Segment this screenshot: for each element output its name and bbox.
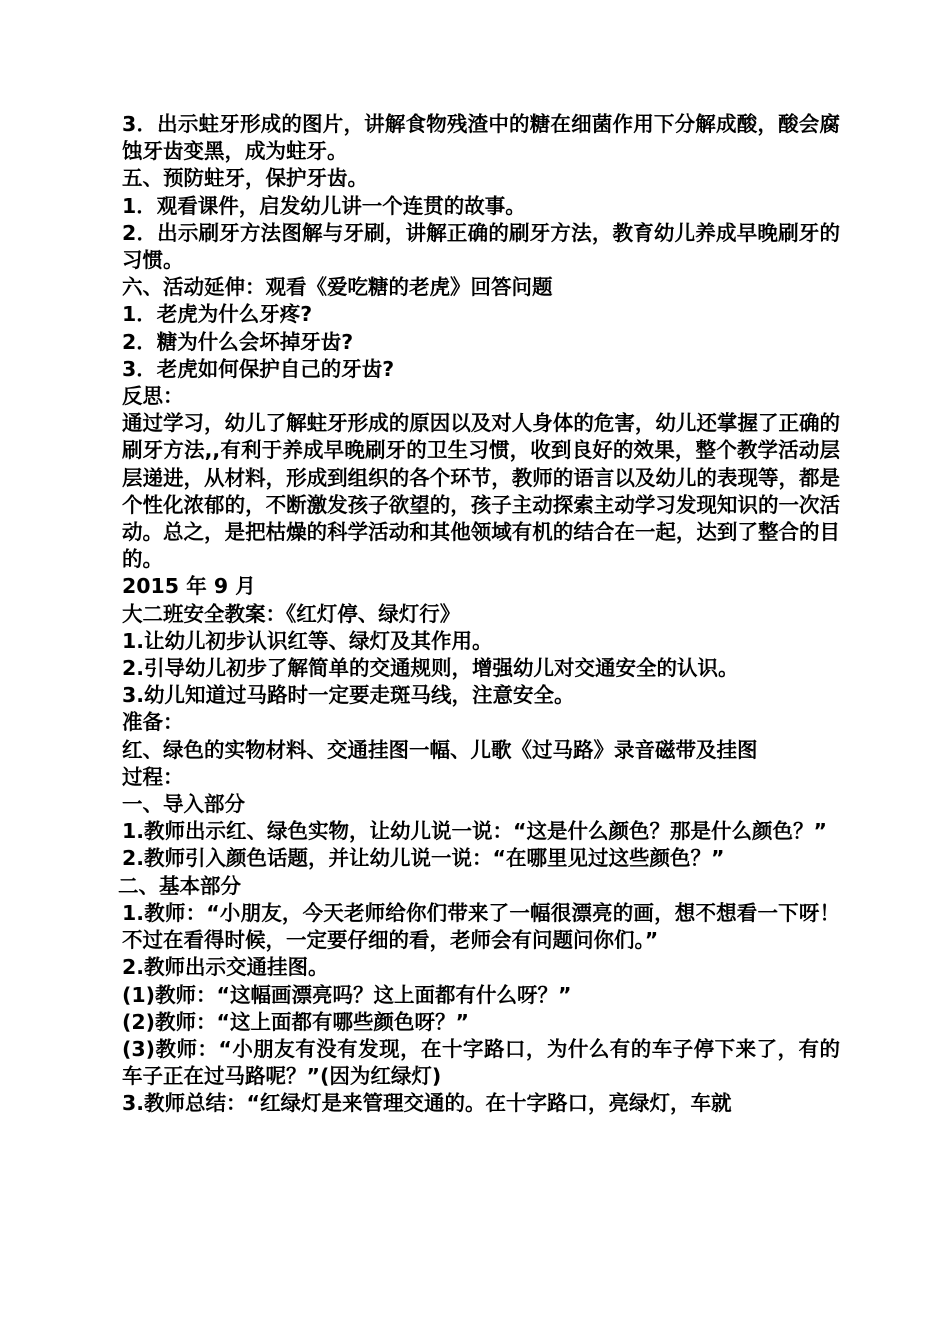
document-paragraph: 3．出示蛀牙形成的图片，讲解食物残渣中的糖在细菌作用下分解成酸，酸会腐蚀牙齿变黑，成为蛀牙。 bbox=[122, 112, 840, 164]
document-paragraph: 红、绿色的实物材料、交通挂图一幅、儿歌《过马路》录音磁带及挂图 bbox=[122, 737, 758, 762]
document-paragraph: 1.教师出示红、绿色实物，让幼儿说一说：“这是什么颜色？那是什么颜色？” bbox=[122, 819, 827, 844]
document-paragraph: 2.教师引入颜色话题，并让幼儿说一说：“在哪里见过这些颜色？” bbox=[122, 846, 725, 871]
document-paragraph: 一、导入部分 bbox=[122, 792, 245, 817]
document-paragraph: 准备： bbox=[122, 710, 184, 735]
document-paragraph: 1．老虎为什么牙疼? bbox=[122, 302, 313, 327]
document-paragraph: 二、基本部分 bbox=[118, 873, 241, 898]
document-paragraph: (3)教师：“小朋友有没有发现，在十字路口，为什么有的车子停下来了，有的车子正在过马路呢？”(因为红绿灯) bbox=[122, 1036, 840, 1089]
document-paragraph: 1.教师：“小朋友，今天老师给你们带来了一幅很漂亮的画，想不想看一下呀！不过在看得时候，一定要仔细的看，老师会有问题问你们。” bbox=[122, 900, 840, 953]
document-paragraph: 2．出示刷牙方法图解与牙刷，讲解正确的刷牙方法，教育幼儿养成早晚刷牙的习惯。 bbox=[122, 220, 840, 273]
document-paragraph: 3.幼儿知道过马路时一定要走斑马线，注意安全。 bbox=[122, 683, 575, 708]
document-paragraph: 3．老虎如何保护自己的牙齿? bbox=[122, 356, 395, 381]
document-paragraph: 六、活动延伸：观看《爱吃糖的老虎》回答问题 bbox=[122, 275, 553, 300]
document-paragraph: 五、预防蛀牙，保护牙齿。 bbox=[122, 166, 368, 191]
document-paragraph: 过程： bbox=[122, 764, 184, 789]
document-paragraph: 3.教师总结：“红绿灯是来管理交通的。在十字路口，亮绿灯，车就 bbox=[122, 1091, 732, 1116]
document-paragraph: (1)教师：“这幅画漂亮吗？这上面都有什么呀？” bbox=[122, 982, 572, 1007]
document-paragraph: 大二班安全教案：《红灯停、绿灯行》 bbox=[122, 601, 461, 626]
document-paragraph: 2．糖为什么会坏掉牙齿? bbox=[122, 329, 354, 354]
document-paragraph: 通过学习，幼儿了解蛀牙形成的原因以及对人身体的危害，幼儿还掌握了正确的刷牙方法,,有利于养成早晚刷牙的卫生习惯，收到良好的效果，整个教学活动层层递进，从材料，形成到组织的各个环节，教师的语言以及幼儿的表现等，都是个性化浓郁的，不断激发孩子欲望的，孩子主动探索主动学习发现知识的一次活动。总之，是把枯燥的科学活动和其他领域有机的结合在一起，达到了整合的目的。 bbox=[122, 411, 840, 572]
document-paragraph: 2015 年 9 月 bbox=[122, 574, 256, 599]
document-body bbox=[118, 111, 840, 1118]
document-paragraph: 反思： bbox=[122, 384, 184, 409]
document-paragraph: 2.引导幼儿初步了解简单的交通规则，增强幼儿对交通安全的认识。 bbox=[122, 656, 739, 681]
document-paragraph: 1．观看课件，启发幼儿讲一个连贯的故事。 bbox=[122, 193, 526, 218]
document-paragraph: (2)教师：“这上面都有哪些颜色呀？” bbox=[122, 1009, 469, 1034]
document-paragraph: 1.让幼儿初步认识红等、绿灯及其作用。 bbox=[122, 628, 493, 653]
document-paragraph: 2.教师出示交通挂图。 bbox=[122, 955, 329, 980]
